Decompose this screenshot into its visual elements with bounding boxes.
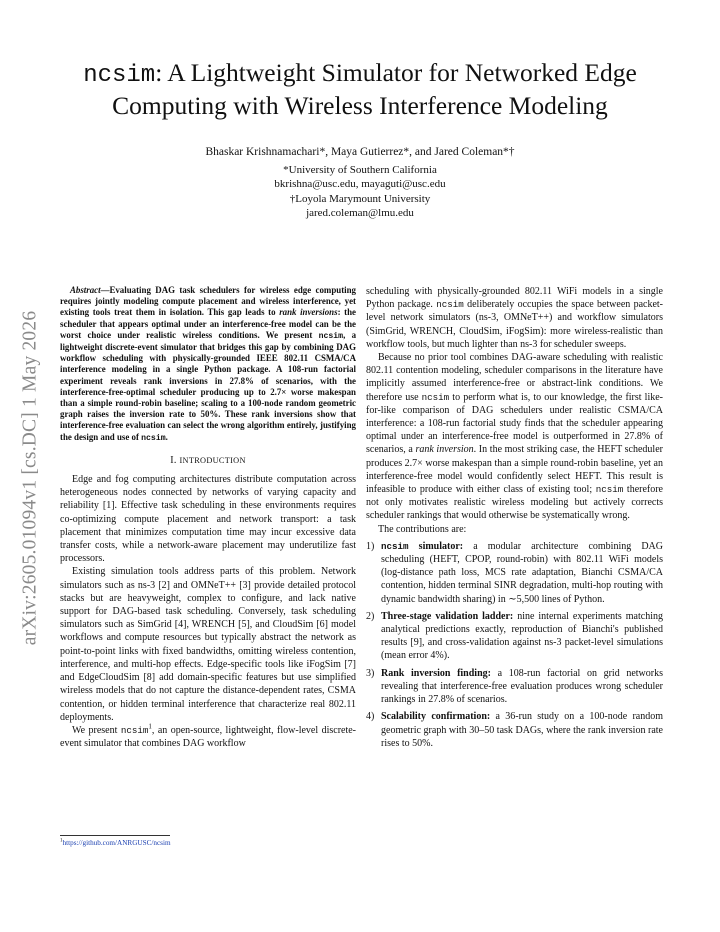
contribution-item: 2) Three-stage validation ladder: nine internal experiments matching analytical predictions exactly, reproduction of Bianchi's published results [9], and cross-validation against ns-3 packet-level simulations (mean error 4%). <box>366 610 663 662</box>
rank-inversions-term: rank inversions <box>279 307 338 318</box>
intro-paragraph-3: We present ncsim$^1$, an open-source, lightweight, flow-level discrete-event simulator that combines DAG workflow <box>60 722 357 750</box>
affiliation-usc: *University of Southern California <box>283 163 437 176</box>
affiliation-lmu: †Loyola Marymount University <box>289 192 431 205</box>
abstract: Abstract—Evaluating DAG task schedulers for wireless edge computing requires jointly modeling compute placement and wireless interference, yet existing tools treat them in isolation. This gap leads to rank inversions: the scheduler that appears optimal under an interference-free model can be the worst choice under realistic wireless conditions. We present ncsim, a lightweight discrete-event simulator that bridges this gap by combining DAG workflow scheduling with physically-grounded IEEE 802.11 CSMA/CA interference modeling in a single Python package. A 108-run factorial experiment reveals rank inversions in 27.8% of scenarios, with the interference-free-optimal scheduler producing up to 2.7× worse makespan than a simple round-robin baseline; scaling to a 100-node random geometric graph raises the inversion rate to 50%. These rank inversions show that interference-free evaluation can select the wrong algorithm entirely, justifying the design and use of ncsim. <box>60 285 357 443</box>
github-link[interactable]: https://github.com/ANRGUSC/ncsim <box>62 839 171 847</box>
email-lmu: jared.coleman@lmu.edu <box>306 207 414 219</box>
footnote-rule <box>60 835 170 836</box>
contributions-intro: The contributions are: <box>378 523 467 535</box>
footnote-number: 1 <box>60 838 63 844</box>
abstract-lead: Abstract <box>70 285 101 295</box>
author-list: Bhaskar Krishnamachari*, Maya Gutierrez*, and Jared Coleman*† <box>205 146 515 158</box>
contribution-item: 3) Rank inversion finding: a 108-run factorial on grid networks revealing that interference-free evaluation produces wrong scheduler rankings in 27.8% of scenarios. <box>366 667 663 706</box>
email-usc: bkrishna@usc.edu, mayaguti@usc.edu <box>274 178 446 190</box>
title-code: ncsim <box>83 62 156 89</box>
title-text: : A Lightweight Simulator for Networked Edge Computing with Wireless Interference Modeling <box>112 58 637 120</box>
rank-inversion-term: rank inversion <box>415 444 474 456</box>
intro-paragraph-2: Existing simulation tools address parts of this problem. Network simulators such as ns-3 [2] and OMNeT++ [3] provide detailed protocol stacks but are heavyweight, complex to configure, and lack native support for DAG-based task scheduling. Conversely, task scheduling simulators such as SimGrid [4], WRENCH [5], and CloudSim [6] model workflows and compute resources but typically abstract the network as point-to-point links with fixed bandwidths, omitting wireless contention, interference, and multi-hop effects. Edge-specific tools like iFogSim [7] and EdgeCloudSim [8] add domain-specific features but use simplified wireless models that do not capture the distance-dependent rates, CSMA contention, or hidden terminal interference that characterize real 802.11 deployments. <box>60 566 356 723</box>
right-column <box>366 285 663 750</box>
left-column <box>60 285 356 750</box>
paper-header <box>60 58 660 221</box>
intro-paragraph-3-continued: scheduling with physically-grounded 802.11 WiFi models in a single Python package. ncsim deliberately occupies the space between packet-level network simulators (ns-3, OMNeT++) and workflow simulators (SimGrid, WRENCH, CloudSim, iFogSim): more wireless-realistic than workflow tools, but much lighter than ns-3 for scheduler sweeps. <box>366 286 663 350</box>
paper-title <box>60 58 660 121</box>
intro-paragraph-4: Because no prior tool combines DAG-aware scheduling with realistic 802.11 contention modeling, scheduler comparisons in the literature have implicitly assumed interference-free or abstract-link conditions. We therefore use ncsim to perform what is, to our knowledge, the first like-for-like comparison of DAG schedulers under realistic CSMA/CA interference: a 108-run factorial study finds that the scheduler appearing optimal under an interference-free model is outperformed in 27.8% of scenarios, a rank inversion. In the most striking case, the HEFT scheduler produces 2.7× worse makespan than a simple round-robin baseline, yet an interference-free model would confidently select HEFT. This result is infeasible to produce with either class of existing tool; ncsim therefore not only motivates realistic wireless modeling but actively corrects scheduler rankings that would otherwise be systematically wrong. <box>366 352 663 522</box>
contribution-item: 1) ncsim simulator: a modular architecture combining DAG scheduling (HEFT, CPOP, round-robin) with 802.11 WiFi models (log-distance path loss, MCS rate adaptation, Bianchi CSMA/CA contention, hidden terminal SINR degradation, multi-hop routing with dynamic bandwidth sharing) in ∼5,500 lines of Python. <box>366 540 663 605</box>
footnote-marker: 1 <box>148 722 152 731</box>
arxiv-identifier-stamp <box>6 268 54 688</box>
intro-paragraph-1: Edge and fog computing architectures distribute computation across heterogeneous nodes connected by networks of varying capacity and reliability [1]. Effective task scheduling in these environments requires co-optimizing compute placement and network transport: a task placement that minimizes computation time may incur excessive data transfer costs, while a network-aware placement may underutilize fast processors. <box>60 474 356 565</box>
section-heading-introduction: I. INTRODUCTION <box>170 454 246 466</box>
arxiv-identifier-text: arXiv:2605.01094v1 [cs.DC] 1 May 2026 <box>19 310 40 646</box>
footnote <box>60 835 356 848</box>
contribution-item: 4) Scalability confirmation: a 36-run study on a 100-node random geometric graph with 30–50 task DAGs, where the rank inversion rate rises to 50%. <box>366 711 663 749</box>
